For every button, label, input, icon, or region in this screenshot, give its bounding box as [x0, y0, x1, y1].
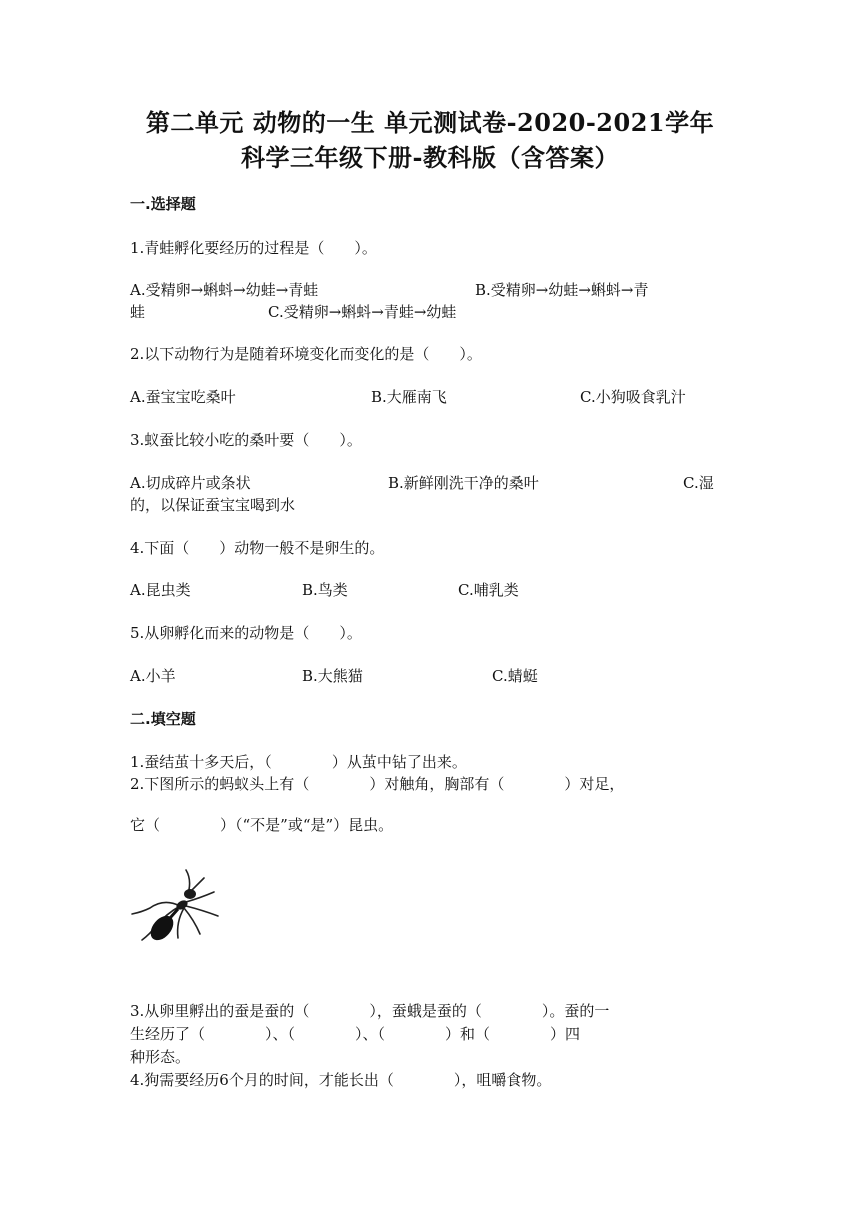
question-5-option-a: A.小羊	[130, 667, 176, 685]
question-1-stem: 1.青蛙孵化要经历的过程是（ ）。	[130, 239, 377, 257]
page-title-line1: 第二单元 动物的一生 单元测试卷-2020-2021学年	[145, 108, 715, 137]
ant-icon	[128, 868, 224, 954]
question-4-option-c: C.哺乳类	[458, 581, 519, 599]
fill-question-3-line1: 3.从卵里孵出的蚕是蚕的（ ），蚕蛾是蚕的（ ）。蚕的一	[130, 1002, 610, 1020]
section-heading-fill: 二.填空题	[130, 710, 196, 728]
page-title-line2: 科学三年级下册-教科版（含答案）	[241, 143, 619, 172]
question-3-option-b: B.新鲜刚洗干净的桑叶	[388, 474, 539, 492]
question-3-stem: 3.蚁蚕比较小吃的桑叶要（ ）。	[130, 431, 362, 449]
question-1-option-b-cont: 蛙	[130, 303, 146, 321]
fill-question-1: 1.蚕结茧十多天后，（ ）从茧中钻了出来。	[130, 753, 467, 771]
question-1-option-c: C.受精卵→蝌蚪→青蛙→幼蛙	[268, 303, 457, 321]
question-5-stem: 5.从卵孵化而来的动物是（ ）。	[130, 624, 362, 642]
fill-question-3-line3: 种形态。	[130, 1048, 191, 1066]
fill-question-2-line1: 2.下图所示的蚂蚁头上有（ ）对触角，胸部有（ ）对足，	[130, 775, 625, 793]
fill-question-2-line2: 它（ ）（“不是”或“是”）昆虫。	[130, 816, 394, 834]
question-4-stem: 4.下面（ ）动物一般不是卵生的。	[130, 539, 385, 557]
question-2-option-a: A.蚕宝宝吃桑叶	[130, 388, 236, 406]
question-4-option-a: A.昆虫类	[130, 581, 191, 599]
question-2-option-c: C.小狗吸食乳汁	[580, 388, 686, 406]
fill-question-3-line2: 生经历了（ ）、（ ）、（ ）和（ ）四	[130, 1025, 581, 1043]
question-5-option-c: C.蜻蜓	[492, 667, 538, 685]
fill-question-4: 4.狗需要经历6个月的时间，才能长出（ ），咀嚼食物。	[130, 1071, 552, 1089]
question-3-option-c-cont: 的，以保证蚕宝宝喝到水	[130, 496, 296, 514]
question-4-option-b: B.鸟类	[302, 581, 348, 599]
question-2-option-b: B.大雁南飞	[371, 388, 447, 406]
question-2-stem: 2.以下动物行为是随着环境变化而变化的是（ ）。	[130, 345, 482, 363]
question-3-option-c: C.湿	[683, 474, 714, 492]
section-heading-choice: 一.选择题	[130, 195, 196, 213]
question-1-option-b: B.受精卵→幼蛙→蝌蚪→青	[475, 281, 649, 299]
question-5-option-b: B.大熊猫	[302, 667, 363, 685]
question-3-option-a: A.切成碎片或条状	[130, 474, 251, 492]
question-1-option-a: A.受精卵→蝌蚪→幼蛙→青蛙	[130, 281, 319, 299]
